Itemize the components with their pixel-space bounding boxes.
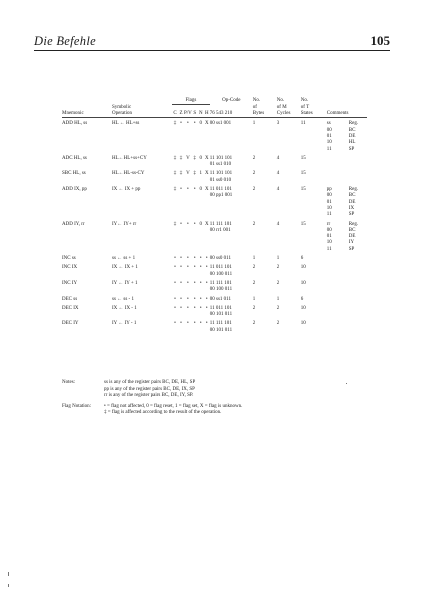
flag-cell: • [205, 256, 208, 262]
flag-cell: • [187, 280, 189, 286]
flag-h-heading: H [204, 111, 209, 117]
bytes-cell: 1 [252, 296, 256, 302]
mnemonic-cell: ADD HL, ss [62, 121, 88, 127]
operation-cell: IX ← IX + 1 [112, 265, 138, 271]
comment-reg-cell: IX [348, 205, 355, 211]
bytes-cell: 2 [252, 321, 256, 327]
operation-cell: IX ← IX - 1 [112, 305, 137, 311]
comment-code-cell: 11 [326, 246, 332, 252]
flag-cell: • [180, 321, 182, 327]
cycles-cell: 2 [276, 305, 280, 311]
flag-cell: ‡ [173, 221, 177, 227]
flag-cell: • [174, 305, 176, 311]
note-line: pp is any of the register pairs BC, DE, IX, SP [104, 386, 195, 392]
table-row [62, 184, 367, 193]
mnemonic-cell: INC ss [62, 256, 76, 262]
mnemonic-cell: DEC IY [62, 321, 79, 327]
flag-cell: • [187, 221, 189, 227]
flag-cell: V [186, 155, 190, 161]
notes-section [62, 380, 242, 417]
mnemonic-heading: Mnemonic [62, 111, 112, 118]
flag-s-heading: S [193, 111, 197, 117]
comment-reg-cell: SP [348, 212, 355, 218]
notes-label: Notes: [62, 380, 76, 385]
opcode-cell: 00 ss0 011 [209, 256, 231, 262]
table-row [62, 303, 367, 312]
flag-cell: ‡ [173, 171, 177, 177]
bytes-cell: 2 [252, 155, 256, 161]
comment-code-cell: 10 [326, 140, 332, 146]
comment-code-cell: 00 [326, 227, 332, 233]
flag-cell: X [204, 221, 209, 227]
comment-reg-cell: DE [348, 199, 356, 205]
of-t-heading: of T [300, 104, 310, 110]
comment-code-cell: 00 [326, 193, 332, 199]
flag-cell: • [193, 296, 196, 302]
symbolic-heading: Symbolic [112, 104, 132, 110]
flag-cell: ‡ [193, 171, 197, 177]
cycles-cell: 1 [276, 296, 280, 302]
flag-cell: X [204, 155, 209, 161]
no-heading-bytes: No. [252, 98, 261, 103]
flag-cell: ‡ [179, 171, 183, 177]
states-cell: 15 [300, 171, 306, 177]
comment-reg-cell: Reg. [348, 121, 359, 127]
table-row [62, 253, 367, 262]
flag-cell: 0 [199, 187, 203, 193]
mnemonic-cell: DEC IX [62, 305, 79, 311]
operation-cell: HL←HL+ss+CY [112, 155, 147, 161]
cycles-cell: 2 [276, 265, 280, 271]
table-row [62, 153, 367, 162]
mnemonic-cell: ADD IX, pp [62, 187, 87, 193]
flag-cell: • [187, 265, 189, 271]
flag-cell: • [205, 280, 208, 286]
opcode-cell: 01 ss1 010 [209, 162, 232, 168]
operation-cell: IY← IY+ rr [112, 221, 137, 227]
comment-code-cell: ss [326, 121, 331, 127]
opcode-cell: 11 111 101 [209, 221, 232, 227]
table-row [62, 318, 367, 327]
page-number: 105 [370, 33, 390, 48]
comment-code-cell: 00 [326, 127, 332, 133]
comment-code-cell: 10 [326, 240, 332, 246]
flag-cell: • [193, 121, 196, 127]
bytes-cell: 2 [252, 265, 256, 271]
comment-reg-cell: Reg. [348, 221, 359, 227]
flag-notation-label: Flag Notation: [62, 403, 92, 409]
comment-reg-cell: HL [348, 140, 356, 146]
cycles-cell: 3 [276, 121, 280, 127]
opcode-cell: 00 rr1 001 [209, 227, 231, 233]
flag-cell: • [193, 187, 196, 193]
flag-cell: • [193, 265, 196, 271]
states-cell: 11 [300, 121, 306, 127]
table-row [62, 118, 367, 128]
flag-c-heading: C [173, 111, 177, 117]
operation-cell: IX ← IX + pp [112, 187, 141, 193]
comment-reg-cell: DE [348, 234, 356, 240]
flag-z-heading: Z [179, 111, 183, 117]
comment-code-cell: 11 [326, 212, 332, 218]
comment-code-cell: rr [326, 221, 331, 227]
flag-cell: • [199, 321, 202, 327]
cycles-cell: 4 [276, 171, 280, 177]
opcode-cell: 00 ss1 011 [209, 296, 231, 302]
cycles-cell: 2 [276, 321, 280, 327]
page-title: Die Befehle [34, 34, 96, 48]
bytes-heading: Bytes [253, 111, 277, 118]
operation-heading: Operation [112, 111, 172, 118]
states-cell: 15 [300, 221, 306, 227]
flag-cell: • [187, 321, 189, 327]
comment-reg-cell: Reg. [348, 187, 359, 193]
operation-cell: ss ← ss - 1 [112, 296, 134, 302]
bytes-cell: 1 [252, 256, 256, 262]
opcode-cell: 00 pp1 001 [209, 193, 233, 199]
flag-cell: 0 [199, 155, 203, 161]
flag-cell: • [180, 187, 182, 193]
cycles-cell: 4 [276, 221, 280, 227]
opcode-cell: 11 011 101 [209, 305, 232, 311]
opcode-cell: 00 100 011 [209, 271, 233, 277]
opcode-cell: 00 ss1 001 [209, 121, 232, 127]
instruction-table [62, 98, 367, 334]
comment-reg-cell: DE [348, 133, 356, 139]
table-row [62, 168, 367, 177]
opcode-cell: 00 101 011 [209, 327, 233, 333]
comment-reg-cell: BC [348, 227, 356, 233]
flag-cell: • [199, 265, 202, 271]
flag-cell: • [205, 265, 208, 271]
opcode-cell: 01 ss0 010 [209, 177, 232, 183]
flag-cell: • [174, 321, 176, 327]
bytes-cell: 2 [252, 187, 256, 193]
flag-cell: ‡ [179, 155, 183, 161]
operation-cell: HL←HL-ss-CY [112, 171, 145, 177]
cycles-cell: 4 [276, 155, 280, 161]
mnemonic-cell: ADC HL, ss [62, 155, 87, 161]
cycles-cell: 1 [276, 256, 280, 262]
bytes-cell: 2 [252, 280, 256, 286]
operation-cell: ss ← ss + 1 [112, 256, 136, 262]
note-line: ss is any of the register pairs BC, DE, HL, SP [104, 380, 196, 385]
of-heading: of [252, 104, 257, 110]
flag-cell: • [180, 265, 182, 271]
flag-cell: • [199, 296, 202, 302]
flag-cell: • [174, 256, 176, 262]
note-line: rr is any of the register pairs BC, DE, IY, SP. [104, 393, 194, 398]
cycles-cell: 4 [276, 187, 280, 193]
flag-cell: ‡ [173, 155, 177, 161]
opcode-cell: 11 011 101 [209, 265, 232, 271]
no-heading-states: No. [300, 98, 309, 103]
flag-pv-heading: P/V [184, 111, 192, 117]
flag-cell: • [193, 321, 196, 327]
flag-cell: • [187, 187, 189, 193]
flag-notation-line: ‡ = flag is affected according to the result of the operation. [104, 410, 222, 415]
opcode-bits-heading: 76 543 210 [210, 111, 253, 118]
comments-heading: Comments [327, 111, 367, 118]
comment-reg-cell: IY [348, 240, 355, 246]
page-header [34, 34, 390, 51]
table-row-continuation [62, 328, 367, 334]
operation-cell: IY ← IY + 1 [112, 280, 138, 286]
flag-cell: X [204, 171, 209, 177]
comment-reg-cell: BC [348, 193, 356, 199]
table-row [62, 294, 367, 303]
states-cell: 10 [300, 280, 306, 286]
opcode-cell: 00 101 011 [209, 312, 233, 318]
comment-code-cell: 01 [326, 133, 332, 139]
states-cell: 15 [300, 155, 306, 161]
cycles-cell: 2 [276, 280, 280, 286]
no-heading-cycles: No. [276, 98, 285, 103]
bytes-cell: 1 [252, 121, 256, 127]
bytes-cell: 2 [252, 171, 256, 177]
states-cell: 6 [300, 256, 304, 262]
comment-code-cell: 01 [326, 234, 332, 240]
mnemonic-cell: SBC HL, ss [62, 171, 86, 177]
flag-cell: • [199, 256, 202, 262]
flag-cell: • [180, 305, 182, 311]
flag-cell: 1 [199, 171, 203, 177]
scan-speck [8, 584, 9, 587]
flag-cell: • [199, 280, 202, 286]
flag-cell: • [205, 305, 208, 311]
flag-cell: • [180, 296, 182, 302]
bytes-cell: 2 [252, 305, 256, 311]
flag-cell: ‡ [173, 187, 177, 193]
comment-code-cell: pp [326, 187, 332, 193]
flag-cell: • [180, 256, 182, 262]
flag-n-heading: N [198, 111, 203, 117]
mnemonic-cell: INC IX [62, 265, 78, 271]
states-cell: 15 [300, 187, 306, 193]
flag-cell: • [205, 296, 208, 302]
instruction-rows [62, 118, 367, 334]
opcode-cell: 11 011 101 [209, 187, 232, 193]
flag-cell: • [187, 305, 189, 311]
opcode-cell: 11 111 101 [209, 280, 232, 286]
mnemonic-cell: INC IY [62, 280, 78, 286]
flag-cell: • [174, 296, 176, 302]
comment-code-cell: 11 [326, 146, 332, 152]
flag-cell: ‡ [173, 121, 177, 127]
flag-cell: X [204, 187, 209, 193]
comment-reg-cell: BC [348, 127, 356, 133]
flag-cell: • [193, 256, 196, 262]
opcode-cell: 11 111 101 [209, 321, 232, 327]
comment-code-cell: 01 [326, 199, 332, 205]
comment-reg-cell: SP [348, 246, 355, 252]
flag-cell: V [186, 171, 190, 177]
flag-notation-line: • = flag not affected, 0 = flag reset, 1 = flag set, X = flag is unknown. [104, 403, 243, 409]
flag-cell: • [193, 305, 196, 311]
flag-cell: • [199, 305, 202, 311]
flag-cell: X [204, 121, 209, 127]
opcode-cell: 11 101 101 [209, 171, 233, 177]
opcode-cell: 11 101 101 [209, 155, 233, 161]
cycles-heading: Cycles [277, 111, 301, 118]
mnemonic-cell: DEC ss [62, 296, 78, 302]
flag-cell: • [180, 121, 182, 127]
states-cell: 10 [300, 321, 306, 327]
flag-cell: • [174, 280, 176, 286]
flag-cell: • [180, 280, 182, 286]
table-row [62, 219, 367, 228]
states-cell: 6 [300, 296, 304, 302]
of-m-heading: of M [276, 104, 287, 110]
opcode-heading: Op-Code [222, 98, 241, 103]
operation-cell: HL ← HL+ss [112, 121, 140, 127]
mnemonic-cell: ADD IY, rr [62, 221, 85, 227]
table-row [62, 278, 367, 287]
states-cell: 10 [300, 265, 306, 271]
states-cell: 10 [300, 305, 306, 311]
flag-cell: • [193, 280, 196, 286]
flag-cell: • [187, 296, 189, 302]
comment-code-cell: 10 [326, 205, 332, 211]
operation-cell: IY ← IY - 1 [112, 321, 137, 327]
scan-speck [8, 572, 9, 576]
flag-cell: • [205, 321, 208, 327]
flag-cell: • [174, 265, 176, 271]
states-heading: States [301, 111, 327, 118]
comment-reg-cell: SP [348, 146, 355, 152]
table-row [62, 262, 367, 271]
flag-cell: • [180, 221, 182, 227]
opcode-cell: 00 100 011 [209, 287, 233, 293]
flag-cell: 0 [199, 121, 203, 127]
flag-cell: 0 [199, 221, 203, 227]
flag-cell: ‡ [193, 155, 197, 161]
bytes-cell: 2 [252, 221, 256, 227]
flag-cell: • [193, 221, 196, 227]
flag-cell: • [187, 121, 189, 127]
flag-cell: • [187, 256, 189, 262]
flags-heading: Flags [172, 98, 210, 105]
scan-speck [346, 383, 347, 384]
